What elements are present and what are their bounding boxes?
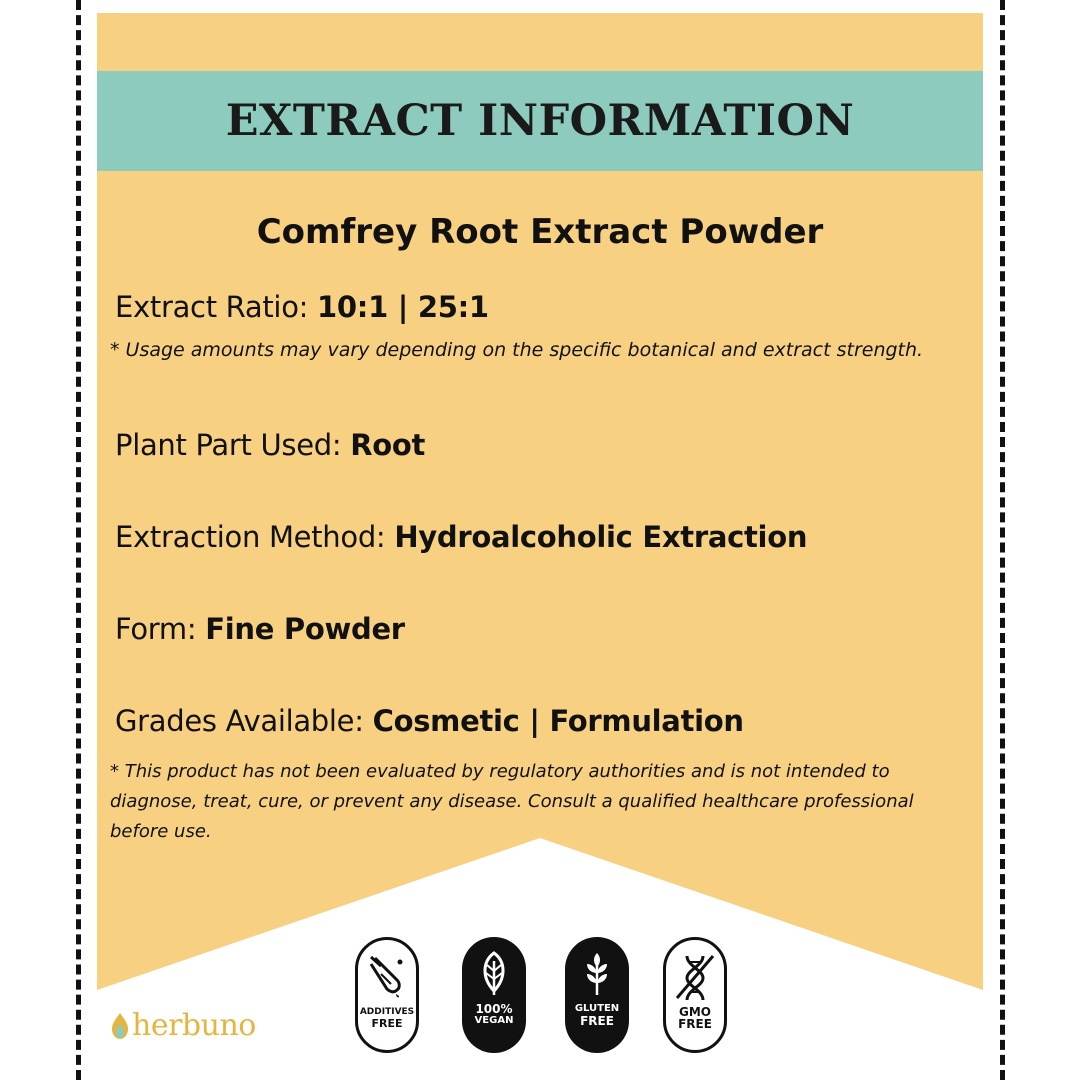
test-tube-icon — [367, 952, 407, 1002]
leaf-drop-icon — [110, 1011, 130, 1041]
extraction-method-value: Hydroalcoholic Extraction — [394, 520, 808, 554]
usage-note: * Usage amounts may vary depending on the specific botanical and extract strength. — [110, 339, 924, 361]
form-label: Form: — [115, 612, 206, 646]
plant-part-label: Plant Part Used: — [115, 428, 351, 462]
badge-gluten-free — [565, 937, 629, 1053]
extract-ratio-row — [115, 290, 489, 324]
grades-label: Grades Available: — [115, 704, 373, 738]
brand-logo — [110, 1008, 256, 1043]
form-value: Fine Powder — [205, 612, 405, 646]
badge-vegan-text: 100% VEGAN — [474, 1002, 514, 1026]
plant-part-value: Root — [350, 428, 426, 462]
plant-part-row — [115, 428, 425, 462]
product-name: Comfrey Root Extract Powder — [256, 212, 824, 252]
dna-crossed-icon — [675, 952, 715, 1002]
grades-row — [115, 704, 744, 738]
title-banner — [97, 71, 983, 171]
form-row — [115, 612, 405, 646]
grades-value: Cosmetic | Formulation — [372, 704, 744, 738]
extract-ratio-label: Extract Ratio: — [115, 290, 318, 324]
badge-gluten-text: GLUTEN FREE — [574, 1003, 620, 1028]
banner-title: EXTRACT INFORMATION — [225, 96, 855, 146]
badge-gmo-free — [663, 937, 727, 1053]
extraction-method-label: Extraction Method: — [115, 520, 395, 554]
badge-additives-free — [355, 937, 419, 1053]
extract-ratio-value: 10:1 | 25:1 — [317, 290, 489, 324]
extraction-method-row — [115, 520, 807, 554]
badge-additives-text: ADDITIVES FREE — [359, 1007, 415, 1030]
badge-vegan — [462, 937, 526, 1053]
brand-name: herbuno — [132, 1008, 256, 1043]
leaf-icon — [474, 949, 514, 999]
badge-gmo-text: GMO FREE — [678, 1005, 712, 1031]
wheat-icon — [577, 949, 617, 999]
disclaimer-note: * This product has not been evaluated by regulatory authorities and is not intended to diagnose, treat, cure, or prevent any disease. Consult a qualified healthcare professional before use. — [110, 761, 914, 842]
